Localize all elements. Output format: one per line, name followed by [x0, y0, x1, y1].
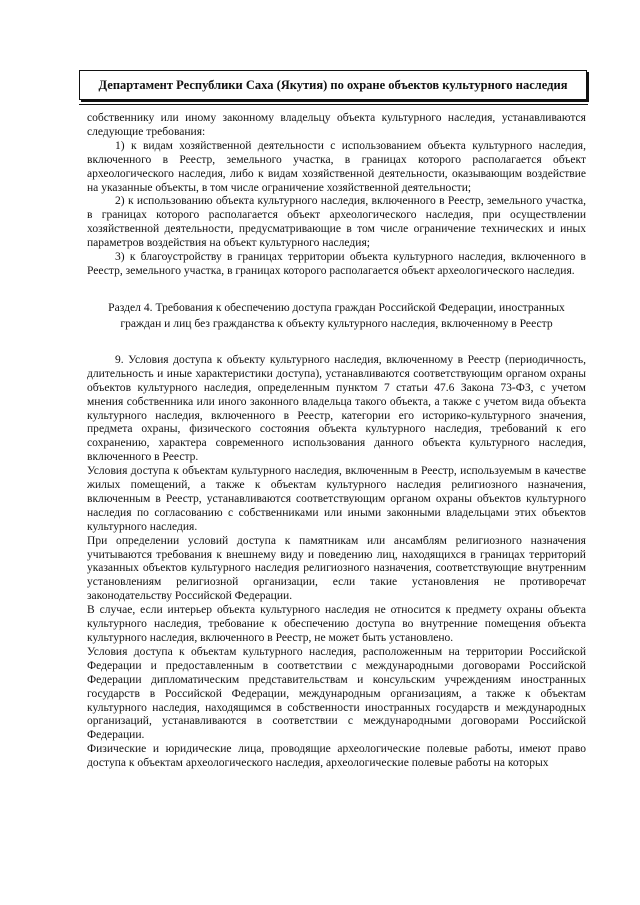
paragraph: Условия доступа к объектам культурного наследия, включенным в Реестр, используемым в качестве жилых помещений, а также к объектам культурного наследия религиозного назначения, включенным в Реестр, устанавливаются соответствующим органом охраны объектов культурного наследия по согласованию с собственниками или иными законными владельцами этих объектов культурного наследия. — [87, 465, 586, 533]
paragraph: собственнику или иному законному владельцу объекта культурного наследия, устанавливаются следующие требования: — [87, 112, 586, 138]
paragraph: В случае, если интерьер объекта культурного наследия не относится к предмету охраны объекта культурного наследия, требование к обеспечению доступа во внутренние помещения объекта культурного наследия, включенного в Реестр, не может быть установлено. — [87, 604, 586, 644]
header-divider — [79, 104, 588, 105]
document-body — [87, 112, 586, 771]
paragraph-requirement-2: 2) к использованию объекта культурного наследия, включенного в Реестр, земельного участка, в границах которого располагается объект археологического наследия, при осуществлении хозяйственной деятельности, предусматривающие в том числе ограничение технических и иных параметров воздействия на объект культурного наследия; — [87, 195, 586, 250]
paragraph: Условия доступа к объектам культурного наследия, расположенным на территории Российской Федерации и предоставленным в соответствии с международными договорами Российской Федерации дипломатическим представительствам и консульским учреждениям иностранных государств в Российской Федерации, международным организациям, а также к объектам культурного наследия, находящимся в собственности иностранных государств и международных организаций, устанавливаются в соответствии с международными договорами Российской Федерации. — [87, 645, 586, 742]
header-title: Департамент Республики Саха (Якутия) по охране объектов культурного наследия — [98, 77, 568, 92]
paragraph-requirement-1: 1) к видам хозяйственной деятельности с использованием объекта культурного наследия, включенного в Реестр, земельного участка, в границах которого располагается объект археологического наследия, либо к видам хозяйственной деятельности, оказывающим воздействие на указанные объекты, в том числе ограничение хозяйственной деятельности; — [87, 139, 586, 194]
paragraph: При определении условий доступа к памятникам или ансамблям религиозного назначения учитываются требования к внешнему виду и поведению лиц, находящихся в границах территорий указанных объектов культурного наследия религиозного назначения, соответствующие внутренним установлениям религиозной организации, если такие установления не противоречат законодательству Российской Федерации. — [87, 534, 586, 603]
section-title: Раздел 4. Требования к обеспечению доступа граждан Российской Федерации, иностранных граждан и лиц без гражданства к объекту культурного наследия, включенному в Реестр — [108, 300, 565, 331]
document-header — [79, 70, 587, 100]
paragraph: Физические и юридические лица, проводящие археологические полевые работы, имеют право доступа к объектам археологического наследия, археологические полевые работы на которых — [87, 743, 586, 770]
paragraph-requirement-3: 3) к благоустройству в границах территории объекта культурного наследия, включенного в Реестр, земельного участка, в границах которого располагается объект археологического наследия. — [87, 251, 586, 277]
paragraph-item-9: 9. Условия доступа к объекту культурного наследия, включенному в Реестр (периодичность, длительность и иные характеристики доступа), устанавливаются соответствующим органом охраны объектов культурного наследия, определенным пунктом 7 статьи 47.6 Закона 73-ФЗ, с учетом мнения собственника или иного законного владельца такого объекта, а также с учетом вида объекта культурного наследия, включенного в Реестр, категории его историко-культурного значения, предмета охраны, физического состояния объекта культурного наследия, требований к его сохранению, характера современного использования данного объекта культурного наследия, включенного в Реестр. — [87, 353, 586, 464]
